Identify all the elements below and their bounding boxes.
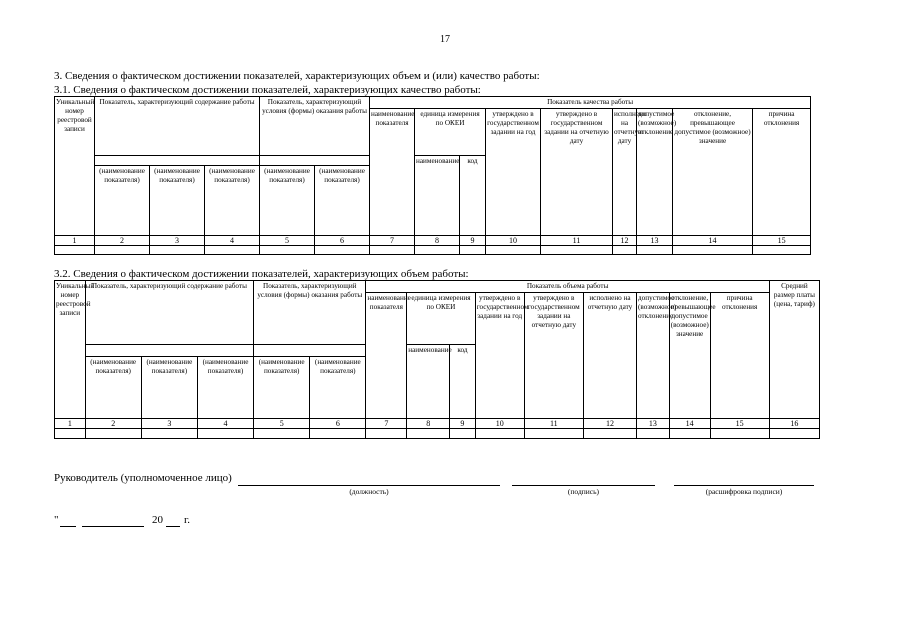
t1-done-date-header: исполнено на отчетную дату bbox=[613, 109, 637, 236]
t1-col-number: 1 bbox=[55, 236, 95, 246]
t2-col-number: 11 bbox=[524, 419, 583, 429]
t2-sub-name: (наименование показателя) bbox=[310, 357, 366, 419]
t1-empty-cell bbox=[55, 246, 95, 255]
position-caption: (должность) bbox=[349, 487, 389, 496]
t1-content-group-header: Показатель, характеризующий содержание работы bbox=[95, 97, 260, 156]
t1-col-number: 6 bbox=[315, 236, 370, 246]
t1-sub-name: (наименование показателя) bbox=[205, 166, 260, 236]
t1-col-number: 10 bbox=[486, 236, 541, 246]
sign-line[interactable] bbox=[512, 485, 655, 486]
date-year-prefix: 20 bbox=[152, 514, 163, 526]
quality-table bbox=[54, 96, 811, 255]
t1-col-number: 2 bbox=[95, 236, 150, 246]
t1-conditions-group-header: Показатель, характеризующий условия (формы) оказания работы bbox=[260, 97, 370, 156]
t2-sub-name: (наименование показателя) bbox=[141, 357, 197, 419]
date-day-line[interactable] bbox=[60, 526, 76, 527]
t1-unit-code-header: код bbox=[460, 156, 486, 236]
t1-col-number: 12 bbox=[613, 236, 637, 246]
t1-sub-name: (наименование показателя) bbox=[260, 166, 315, 236]
t1-reason-header: причина отклонения bbox=[753, 109, 811, 236]
page-number: 17 bbox=[440, 34, 450, 45]
t2-unique-number-header: Уникальный номер реестровой записи bbox=[55, 281, 86, 419]
t2-col-number: 15 bbox=[710, 419, 769, 429]
t2-exceeding-deviation-header: отклонение, превышающее допустимое (возможное) значение bbox=[669, 293, 710, 419]
date-open-quote: " bbox=[54, 514, 59, 526]
section-title: 3. Сведения о фактическом достижении показателей, характеризующих объем и (или) качество работы: bbox=[54, 70, 540, 82]
t1-col-number: 3 bbox=[150, 236, 205, 246]
date-year-line[interactable] bbox=[166, 526, 180, 527]
t1-approved-date-header: утверждено в государственном задании на отчетную дату bbox=[541, 109, 613, 236]
t2-conditions-group-header: Показатель, характеризующий условия (формы) оказания работы bbox=[254, 281, 366, 345]
t1-unique-number-header: Уникальный номер реестровой записи bbox=[55, 97, 95, 236]
decode-line[interactable] bbox=[674, 485, 814, 486]
t2-col-number: 4 bbox=[197, 419, 253, 429]
t2-col-number: 2 bbox=[85, 419, 141, 429]
t2-col-number: 16 bbox=[769, 419, 819, 429]
t2-col-number: 5 bbox=[254, 419, 310, 429]
t2-sub-name: (наименование показателя) bbox=[85, 357, 141, 419]
t1-col-number: 7 bbox=[370, 236, 415, 246]
t1-col-number: 8 bbox=[415, 236, 460, 246]
t2-approved-date-header: утверждено в государственном задании на отчетную дату bbox=[524, 293, 583, 419]
t1-sub-name: (наименование показателя) bbox=[150, 166, 205, 236]
t1-name-header: наименование показателя bbox=[370, 109, 415, 236]
t1-unit-header: единица измерения по ОКЕИ bbox=[415, 109, 486, 156]
t2-col-number: 1 bbox=[55, 419, 86, 429]
t1-col-number: 14 bbox=[673, 236, 753, 246]
t1-col-number: 4 bbox=[205, 236, 260, 246]
t2-col-number: 7 bbox=[366, 419, 407, 429]
subsection-2-title: 3.2. Сведения о фактическом достижении показателей, характеризующих объем работы: bbox=[54, 268, 469, 280]
t2-unit-name-header: наименование bbox=[407, 345, 450, 419]
t2-approved-year-header: утверждено в государственном задании на год bbox=[475, 293, 524, 419]
decode-caption: (расшифровка подписи) bbox=[705, 487, 783, 496]
t2-reason-header: причина отклонения bbox=[710, 293, 769, 419]
t1-col-number: 5 bbox=[260, 236, 315, 246]
t2-done-date-header: исполнено на отчетную дату bbox=[583, 293, 636, 419]
t2-col-number: 12 bbox=[583, 419, 636, 429]
t1-quality-group-header: Показатель качества работы bbox=[370, 97, 811, 109]
t2-volume-group-header: Показатель объема работы bbox=[366, 281, 769, 293]
t2-sub-name: (наименование показателя) bbox=[254, 357, 310, 419]
t1-approved-year-header: утверждено в государственном задании на год bbox=[486, 109, 541, 236]
t1-sub-name: (наименование показателя) bbox=[95, 166, 150, 236]
t2-col-number: 6 bbox=[310, 419, 366, 429]
t2-col-number: 8 bbox=[407, 419, 450, 429]
t2-col-number: 13 bbox=[637, 419, 670, 429]
t2-content-group-header: Показатель, характеризующий содержание работы bbox=[85, 281, 253, 345]
t2-avg-fee-header: Средний размер платы (цена, тариф) bbox=[769, 281, 819, 419]
t1-col-number: 15 bbox=[753, 236, 811, 246]
t2-allowed-deviation-header: допустимое (возможное) отклонение bbox=[637, 293, 670, 419]
t2-name-header: наименование показателя bbox=[366, 293, 407, 419]
t2-unit-header: единица измерения по ОКЕИ bbox=[407, 293, 475, 345]
t2-col-number: 14 bbox=[669, 419, 710, 429]
date-month-line[interactable] bbox=[82, 526, 144, 527]
t1-col-number: 13 bbox=[637, 236, 673, 246]
t1-col-number: 9 bbox=[460, 236, 486, 246]
position-line[interactable] bbox=[238, 485, 500, 486]
subsection-1-title: 3.1. Сведения о фактическом достижении показателей, характеризующих качество работы: bbox=[54, 84, 481, 96]
t1-allowed-deviation-header: допустимое (возможное) отклонение bbox=[637, 109, 673, 236]
t2-col-number: 9 bbox=[450, 419, 476, 429]
t1-exceeding-deviation-header: отклонение, превышающее допустимое (возможное) значение bbox=[673, 109, 753, 236]
t1-col-number: 11 bbox=[541, 236, 613, 246]
head-label: Руководитель (уполномоченное лицо) bbox=[54, 472, 232, 484]
volume-table bbox=[54, 280, 820, 439]
t2-empty-cell bbox=[55, 429, 86, 439]
t1-sub-name: (наименование показателя) bbox=[315, 166, 370, 236]
t2-unit-code-header: код bbox=[450, 345, 476, 419]
date-year-suffix: г. bbox=[184, 514, 191, 526]
t2-col-number: 3 bbox=[141, 419, 197, 429]
t2-sub-name: (наименование показателя) bbox=[197, 357, 253, 419]
sign-caption: (подпись) bbox=[567, 487, 600, 496]
t2-col-number: 10 bbox=[475, 419, 524, 429]
t1-unit-name-header: наименование bbox=[415, 156, 460, 236]
